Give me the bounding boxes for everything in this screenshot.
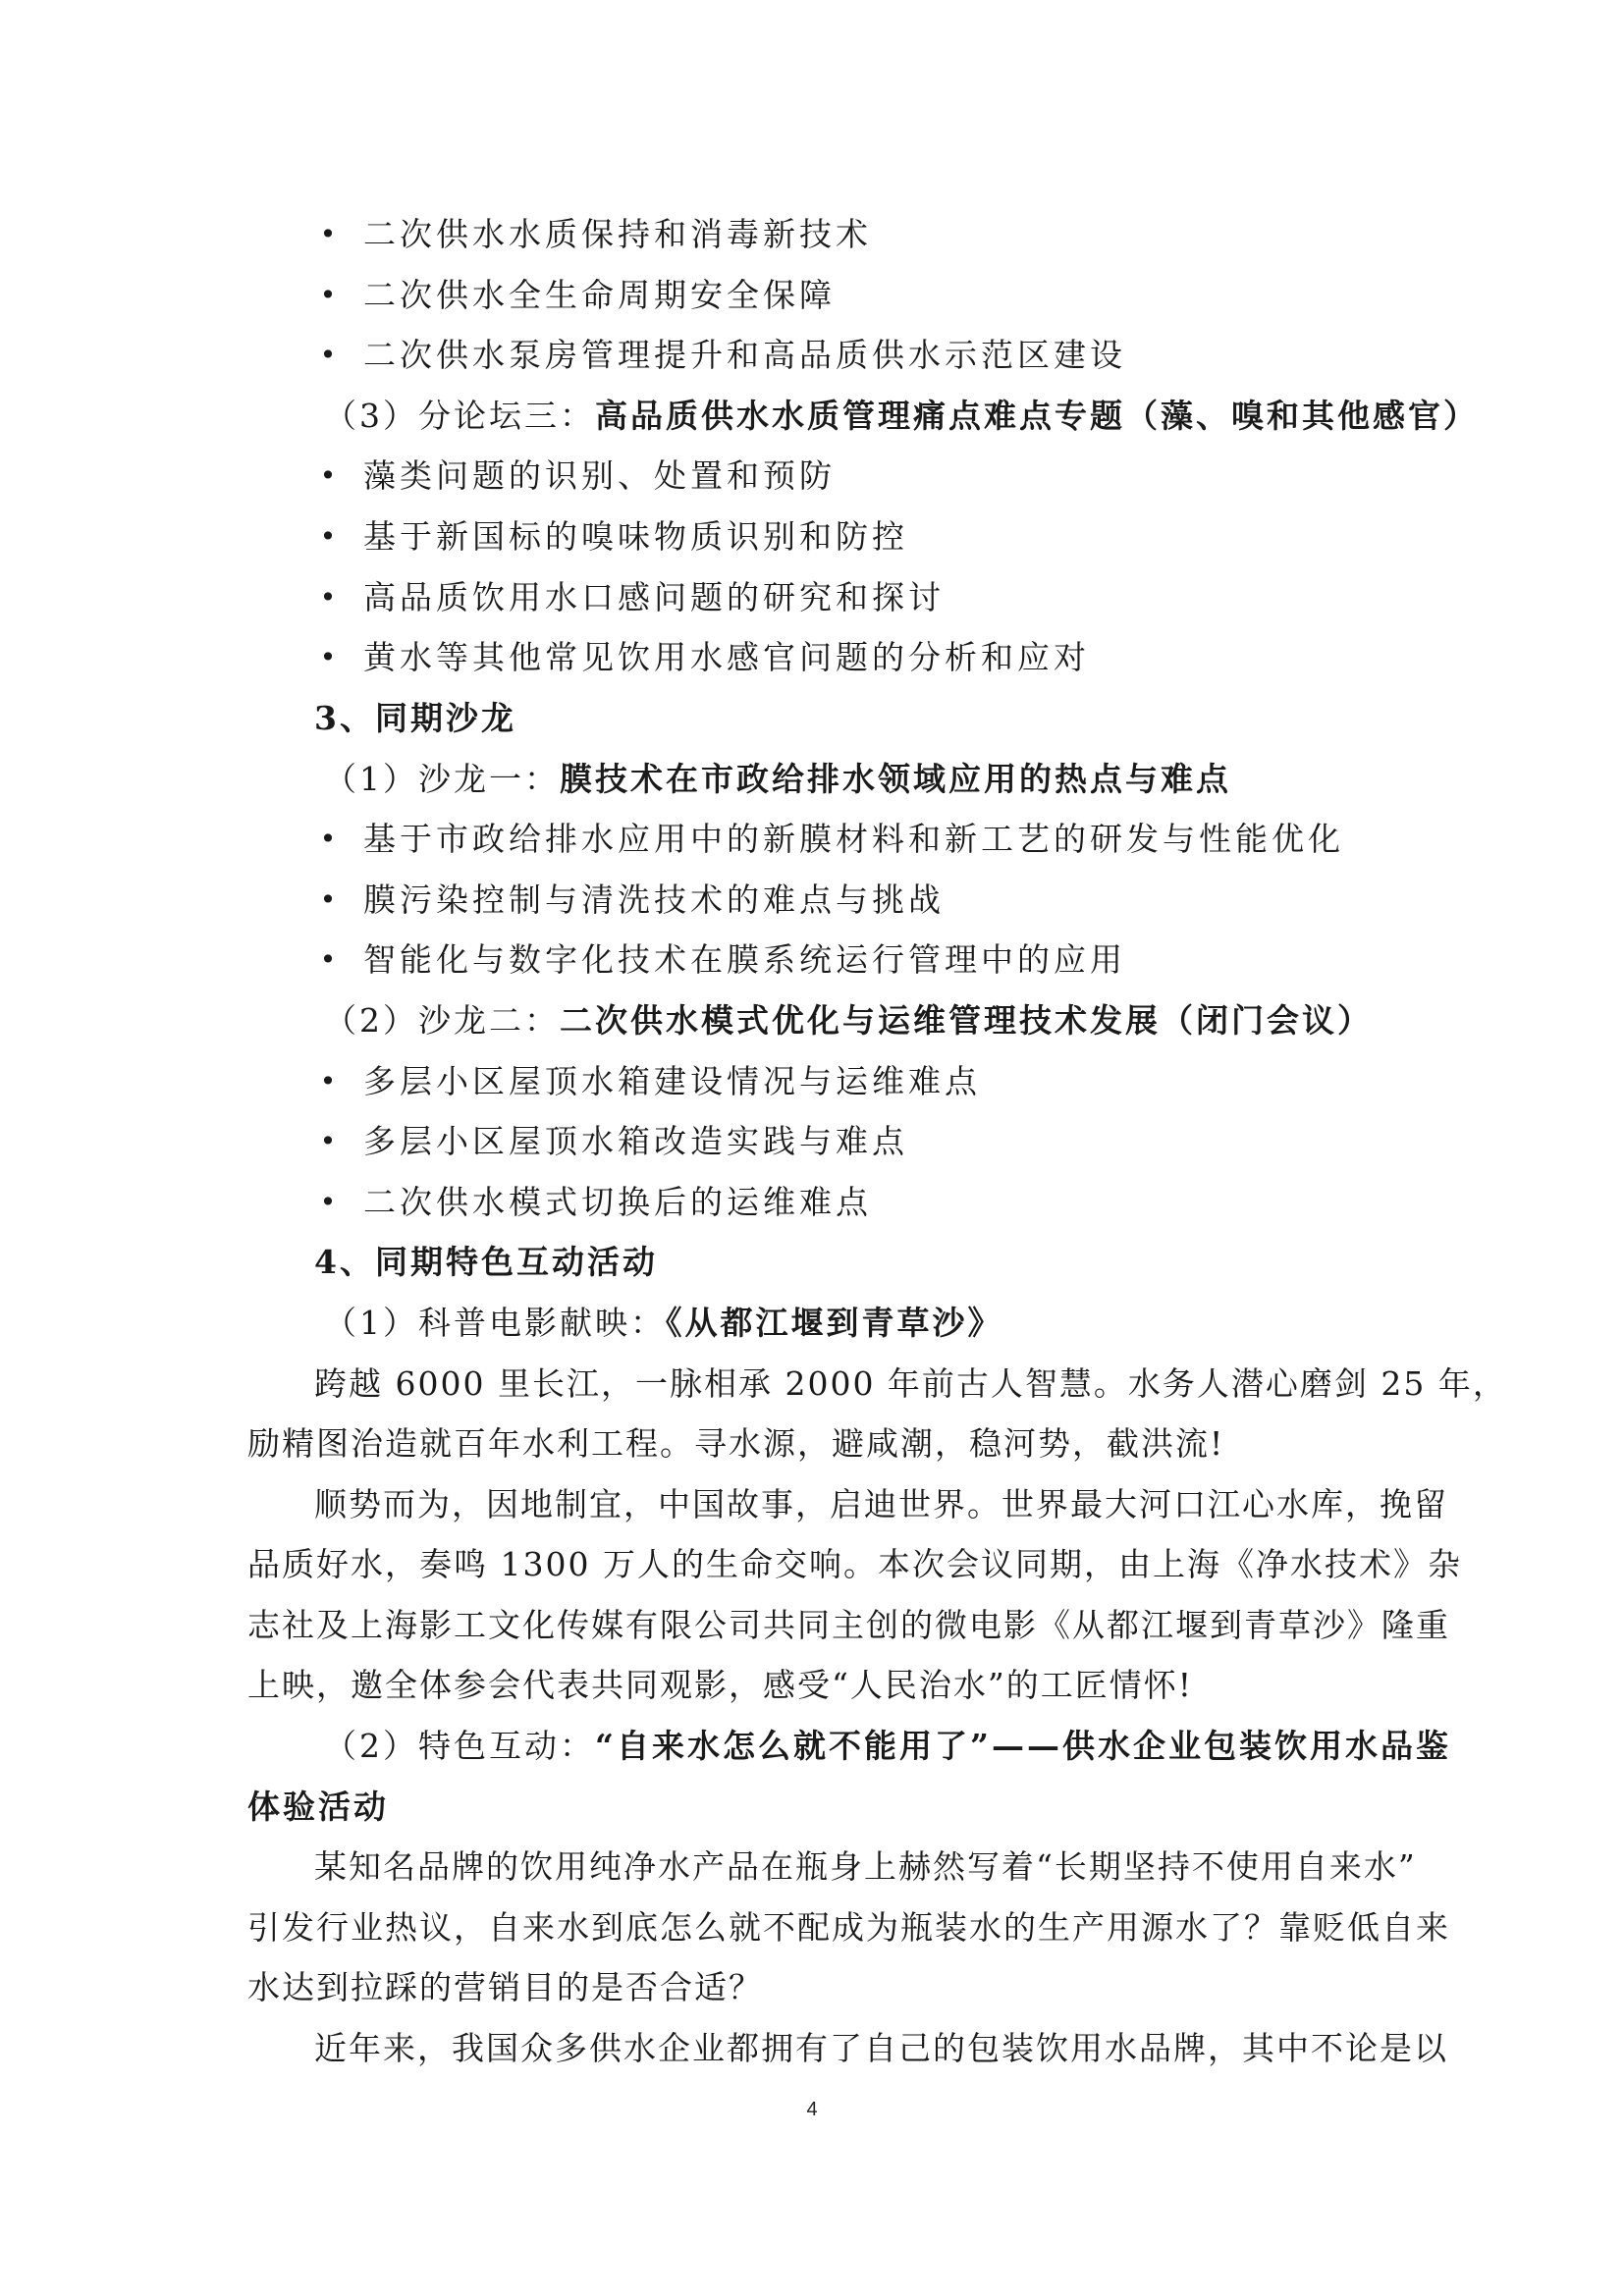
paragraph-3-line-2: 引发行业热议，自来水到底怎么就不配成为瓶装水的生产用源水了？靠贬低自来 [247,1908,1450,1947]
list-item [0,1051,1624,1112]
salon-2-heading [0,990,1624,1051]
forum-3-heading [0,386,1624,447]
forum-3-title: 高品质供水水质管理痛点难点专题（藻、嗅和其他感官） [595,397,1479,435]
list-item-text: 藻类问题的识别、处置和预防 [363,456,836,495]
paragraph-line [0,1474,1624,1535]
salon-1-title: 膜技术在市政给排水领域应用的热点与难点 [560,760,1231,798]
paragraph-4-line-1: 近年来，我国众多供水企业都拥有了自己的包装饮用水品牌，其中不论是以 [314,2029,1448,2067]
list-item-text: 多层小区屋顶水箱建设情况与运维难点 [363,1062,981,1100]
bullet-icon: • [319,1186,337,1218]
bullet-icon: • [319,339,337,371]
salon-1-prefix: （1）沙龙一： [324,760,560,798]
forum-3-prefix: （3）分论坛三： [324,397,595,435]
paragraph-1-line-2: 励精图治造就百年水利工程。寻水源，避咸潮，稳河势，截洪流! [247,1424,1225,1463]
bullet-icon: • [319,1065,337,1097]
list-item [0,809,1624,870]
bullet-icon: • [319,520,337,553]
list-item-text: 二次供水模式切换后的运维难点 [363,1183,872,1221]
section-heading [0,688,1624,749]
bullet-icon: • [319,581,337,614]
paragraph-2-line-2: 品质好水，奏鸣 1300 万人的生命交响。本次会议同期，由上海《净水技术》杂 [247,1545,1462,1583]
bullet-icon: • [319,218,337,250]
list-item-text: 二次供水水质保持和消毒新技术 [363,215,872,253]
list-item [0,1172,1624,1233]
event-2-heading [0,1716,1624,1777]
paragraph-2-line-4: 上映，邀全体参会代表共同观影，感受“人民治水”的工匠情怀! [247,1666,1194,1704]
list-item-text: 二次供水全生命周期安全保障 [363,276,836,314]
bullet-icon: • [319,459,337,492]
list-item-text: 黄水等其他常见饮用水感官问题的分析和应对 [363,638,1090,676]
paragraph-line [0,1957,1624,2018]
bullet-icon: • [319,883,337,916]
list-item [0,446,1624,507]
paragraph-line [0,1595,1624,1656]
paragraph-2-line-1: 顺势而为，因地制宜，中国故事，启迪世界。世界最大河口江心水库，挽留 [314,1485,1448,1523]
salon-1-heading [0,749,1624,810]
list-item-text: 智能化与数字化技术在膜系统运行管理中的应用 [363,940,1126,979]
paragraph-line [0,1837,1624,1897]
paragraph-2-line-3: 志社及上海影工文化传媒有限公司共同主创的微电影《从都江堰到青草沙》隆重 [247,1606,1450,1644]
section-4-title: 4、同期特色互动活动 [314,1243,658,1281]
event-2-title: “自来水怎么就不能用了”——供水企业包装饮用水品鉴 [595,1727,1451,1765]
list-item-text: 多层小区屋顶水箱改造实践与难点 [363,1122,908,1160]
list-item [0,567,1624,628]
paragraph-1-line-1: 跨越 6000 里长江，一脉相承 2000 年前古人智慧。水务人潜心磨剑 25 年， [314,1364,1507,1403]
bullet-icon: • [319,1125,337,1157]
list-item [0,627,1624,688]
list-item-text: 基于新国标的嗅味物质识别和防控 [363,517,908,556]
page-number: 4 [806,2099,818,2120]
list-item [0,930,1624,990]
section-3-title: 3、同期沙龙 [314,699,516,737]
event-2-title-line-2: 体验活动 [247,1788,389,1826]
paragraph-3-line-1: 某知名品牌的饮用纯净水产品在瓶身上赫然写着“长期坚持不使用自来水” [314,1847,1417,1886]
bullet-icon: • [319,943,337,976]
paragraph-3-line-3: 水达到拉踩的营销目的是否合适？ [247,1968,763,2006]
list-item [0,204,1624,265]
list-item [0,325,1624,386]
list-item [0,265,1624,326]
event-1-heading [0,1293,1624,1354]
list-item-text: 高品质饮用水口感问题的研究和探讨 [363,578,945,616]
paragraph-line [0,1354,1624,1415]
event-2-heading-continued [0,1777,1624,1838]
list-item-text: 二次供水泵房管理提升和高品质供水示范区建设 [363,336,1126,374]
salon-2-prefix: （2）沙龙二： [324,1001,560,1040]
paragraph-line [0,2018,1624,2079]
list-item [0,870,1624,931]
salon-2-title: 二次供水模式优化与运维管理技术发展（闭门会议） [560,1001,1373,1040]
bullet-icon: • [319,279,337,311]
event-2-prefix: （2）特色互动： [324,1727,595,1765]
paragraph-line [0,1534,1624,1595]
paragraph-line [0,1414,1624,1474]
list-item [0,1111,1624,1172]
section-heading [0,1232,1624,1293]
list-item-text: 基于市政给排水应用中的新膜材料和新工艺的研发与性能优化 [363,820,1344,858]
list-item [0,507,1624,567]
list-item-text: 膜污染控制与清洗技术的难点与挑战 [363,881,945,919]
bullet-icon: • [319,641,337,673]
paragraph-line [0,1897,1624,1958]
event-1-title: 《从都江堰到青草沙》 [666,1304,1003,1342]
bullet-icon: • [319,823,337,855]
paragraph-line [0,1655,1624,1716]
event-1-prefix: （1）科普电影献映： [324,1304,666,1342]
